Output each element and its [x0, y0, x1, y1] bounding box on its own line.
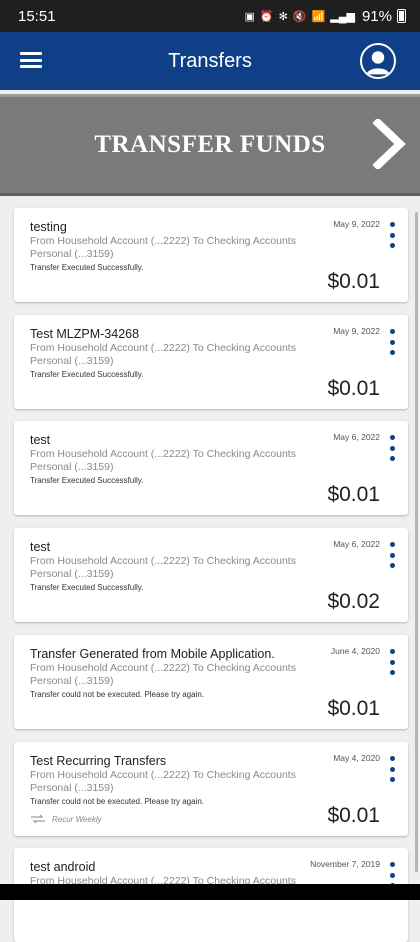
transfer-card[interactable]	[14, 635, 408, 729]
transfer-date: May 4, 2020	[333, 753, 380, 763]
settings-icon: ✻	[279, 10, 288, 23]
more-options-icon[interactable]	[388, 542, 396, 568]
repeat-icon	[30, 814, 46, 824]
transfer-date: June 4, 2020	[331, 646, 380, 656]
menu-icon-line	[20, 52, 42, 55]
page-title: Transfers	[168, 50, 252, 73]
menu-icon-line	[20, 65, 42, 68]
transfer-title: test android	[30, 860, 95, 874]
transfer-title: Transfer Generated from Mobile Application.	[30, 647, 275, 661]
transfer-date: November 7, 2019	[310, 859, 380, 869]
app-header	[0, 32, 420, 90]
transfer-title: test	[30, 540, 50, 554]
status-icons	[245, 8, 406, 25]
more-options-icon[interactable]	[388, 435, 396, 461]
more-options-icon[interactable]	[388, 649, 396, 675]
transfer-amount: $0.01	[327, 804, 380, 828]
battery-icon	[397, 9, 406, 23]
transfer-date: May 9, 2022	[333, 326, 380, 336]
system-nav-bar	[0, 884, 420, 900]
transfer-title: testing	[30, 220, 67, 234]
menu-button[interactable]	[20, 52, 42, 68]
transfer-amount: $0.02	[327, 590, 380, 614]
transfer-status: Transfer Executed Successfully.	[30, 583, 143, 592]
transfer-description: From Household Account (...2222) To Checking Accounts Personal (...3159)	[30, 555, 330, 581]
transfer-card[interactable]	[14, 528, 408, 622]
recur-label: Recur Weekly	[52, 815, 102, 824]
transfer-status: Transfer Executed Successfully.	[30, 476, 143, 485]
transfer-card[interactable]	[14, 315, 408, 409]
transfer-description: From Household Account (...2222) To Checking Accounts	[30, 875, 330, 888]
transfer-title: test	[30, 433, 50, 447]
mute-icon: 🔇	[293, 10, 307, 23]
more-options-icon[interactable]	[388, 756, 396, 782]
transfer-date: May 9, 2022	[333, 219, 380, 229]
transfer-card[interactable]	[14, 208, 408, 302]
wifi-icon: 📶	[312, 10, 326, 23]
status-time: 15:51	[18, 8, 56, 25]
transfer-date: May 6, 2022	[333, 539, 380, 549]
transfer-status: Transfer could not be executed. Please try again.	[30, 797, 204, 806]
status-bar	[0, 0, 420, 32]
battery-percent: 91%	[362, 8, 392, 25]
user-icon	[362, 45, 394, 77]
transfer-status: Transfer could not be executed. Please try again.	[30, 690, 204, 699]
notification-icon: ▣	[245, 10, 255, 23]
transfer-amount: $0.01	[327, 270, 380, 294]
transfer-amount: $0.01	[327, 697, 380, 721]
chevron-right-icon	[372, 119, 406, 169]
transfer-amount: $0.01	[327, 377, 380, 401]
transfer-description: From Household Account (...2222) To Checking Accounts Personal (...3159)	[30, 235, 330, 261]
transfer-date: May 6, 2022	[333, 432, 380, 442]
recur-indicator	[30, 814, 102, 824]
signal-icon: ▂▄▆	[330, 10, 355, 23]
transfer-description: From Household Account (...2222) To Checking Accounts Personal (...3159)	[30, 448, 330, 474]
transfer-title: Test MLZPM-34268	[30, 327, 139, 341]
more-options-icon[interactable]	[388, 222, 396, 248]
transfer-amount: $0.01	[327, 483, 380, 507]
transfer-funds-button[interactable]	[0, 94, 420, 196]
transfer-card[interactable]	[14, 742, 408, 836]
transfer-status: Transfer Executed Successfully.	[30, 263, 143, 272]
transfer-card[interactable]	[14, 421, 408, 515]
more-options-icon[interactable]	[388, 329, 396, 355]
transfer-title: Test Recurring Transfers	[30, 754, 166, 768]
profile-button[interactable]	[360, 43, 396, 79]
transfer-description: From Household Account (...2222) To Checking Accounts Personal (...3159)	[30, 662, 330, 688]
menu-icon-line	[20, 59, 42, 62]
transfer-description: From Household Account (...2222) To Checking Accounts Personal (...3159)	[30, 769, 330, 795]
scrollbar[interactable]	[415, 212, 418, 872]
alarm-icon: ⏰	[260, 10, 274, 23]
transfer-description: From Household Account (...2222) To Checking Accounts Personal (...3159)	[30, 342, 330, 368]
transfer-funds-label: TRANSFER FUNDS	[94, 131, 325, 159]
transfer-status: Transfer Executed Successfully.	[30, 370, 143, 379]
